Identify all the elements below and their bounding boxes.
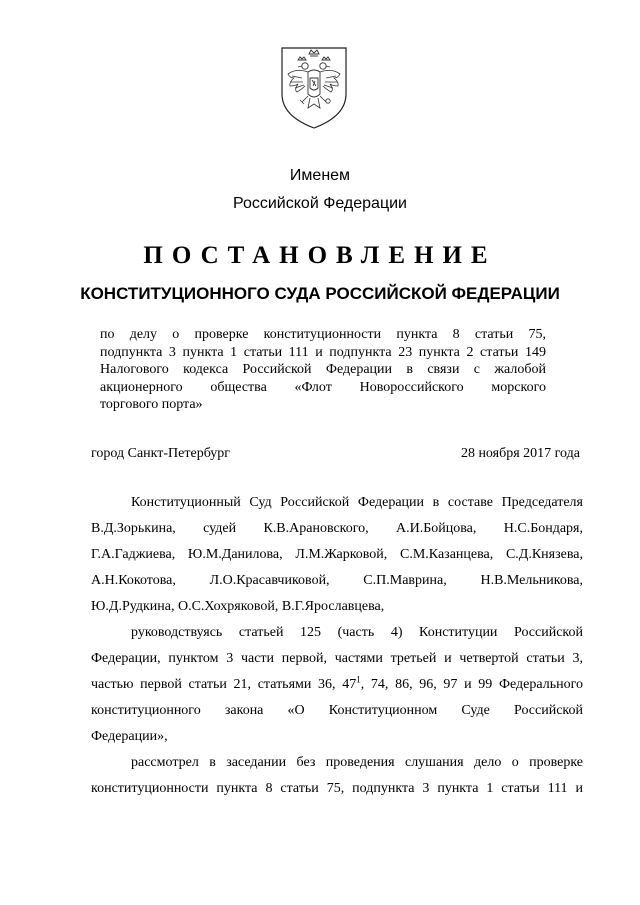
- case-line: по делу о проверке конституционности пункта 8 статьи 75,: [100, 327, 546, 342]
- case-line: торгового порта»: [100, 397, 203, 412]
- body-line: Федерации»,: [91, 729, 168, 744]
- body-line: руководствуясь статьей 125 (часть 4) Конституции Российской: [131, 625, 583, 640]
- body-line: рассмотрел в заседании без проведения слушания дело о проверке: [131, 755, 583, 770]
- body-line: Федерации, пунктом 3 части первой, частями третьей и четвертой статьи 3,: [91, 651, 583, 666]
- body-line: Г.А.Гаджиева, Ю.М.Данилова, Л.М.Жарковой, С.М.Казанцева, С.Д.Князева,: [91, 547, 583, 562]
- body-text: частью первой статьи 21, статьями 36, 47: [91, 677, 357, 692]
- body-line: В.Д.Зорькина, судей К.В.Арановского, А.И.Бойцова, Н.С.Бондаря,: [91, 521, 583, 536]
- header-line-1: Именем: [289, 167, 351, 184]
- coat-of-arms-emblem: [278, 44, 350, 132]
- body-line: Конституционный Суд Российской Федерации в составе Председателя: [131, 495, 583, 510]
- body-line: Ю.Д.Рудкина, О.С.Хохряковой, В.Г.Ярославцева,: [91, 599, 385, 614]
- body-line: А.Н.Кокотова, Л.О.Красавчиковой, С.П.Маврина, Н.В.Мельникова,: [91, 573, 583, 588]
- header-line-2: Российской Федерации: [233, 195, 407, 212]
- date-of-issue: 28 ноября 2017 года: [460, 446, 580, 461]
- case-line: акционерного общества «Флот Новороссийского морского: [100, 379, 546, 395]
- document-subtitle: КОНСТИТУЦИОННОГО СУДА РОССИЙСКОЙ ФЕДЕРАЦИИ: [80, 284, 560, 303]
- case-description: [100, 326, 546, 414]
- case-line: подпункта 3 пункта 1 статьи 111 и подпункта 23 пункта 2 статьи 149: [100, 344, 546, 360]
- document-title: ПОСТАНОВЛЕНИЕ: [143, 242, 497, 269]
- document-body: [91, 490, 583, 802]
- superscript: 1: [356, 674, 361, 685]
- body-line: конституционности пункта 8 статьи 75, подпункта 3 пункта 1 статьи 111 и: [91, 781, 583, 796]
- place-of-issue: город Санкт-Петербург: [91, 446, 231, 461]
- body-text: , 74, 86, 96, 97 и 99 Федерального: [360, 677, 583, 692]
- body-line: конституционного закона «О Конституционном Суде Российской: [91, 703, 583, 718]
- body-line: [91, 672, 583, 698]
- case-line: Налогового кодекса Российской Федерации в связи с жалобой: [100, 362, 546, 377]
